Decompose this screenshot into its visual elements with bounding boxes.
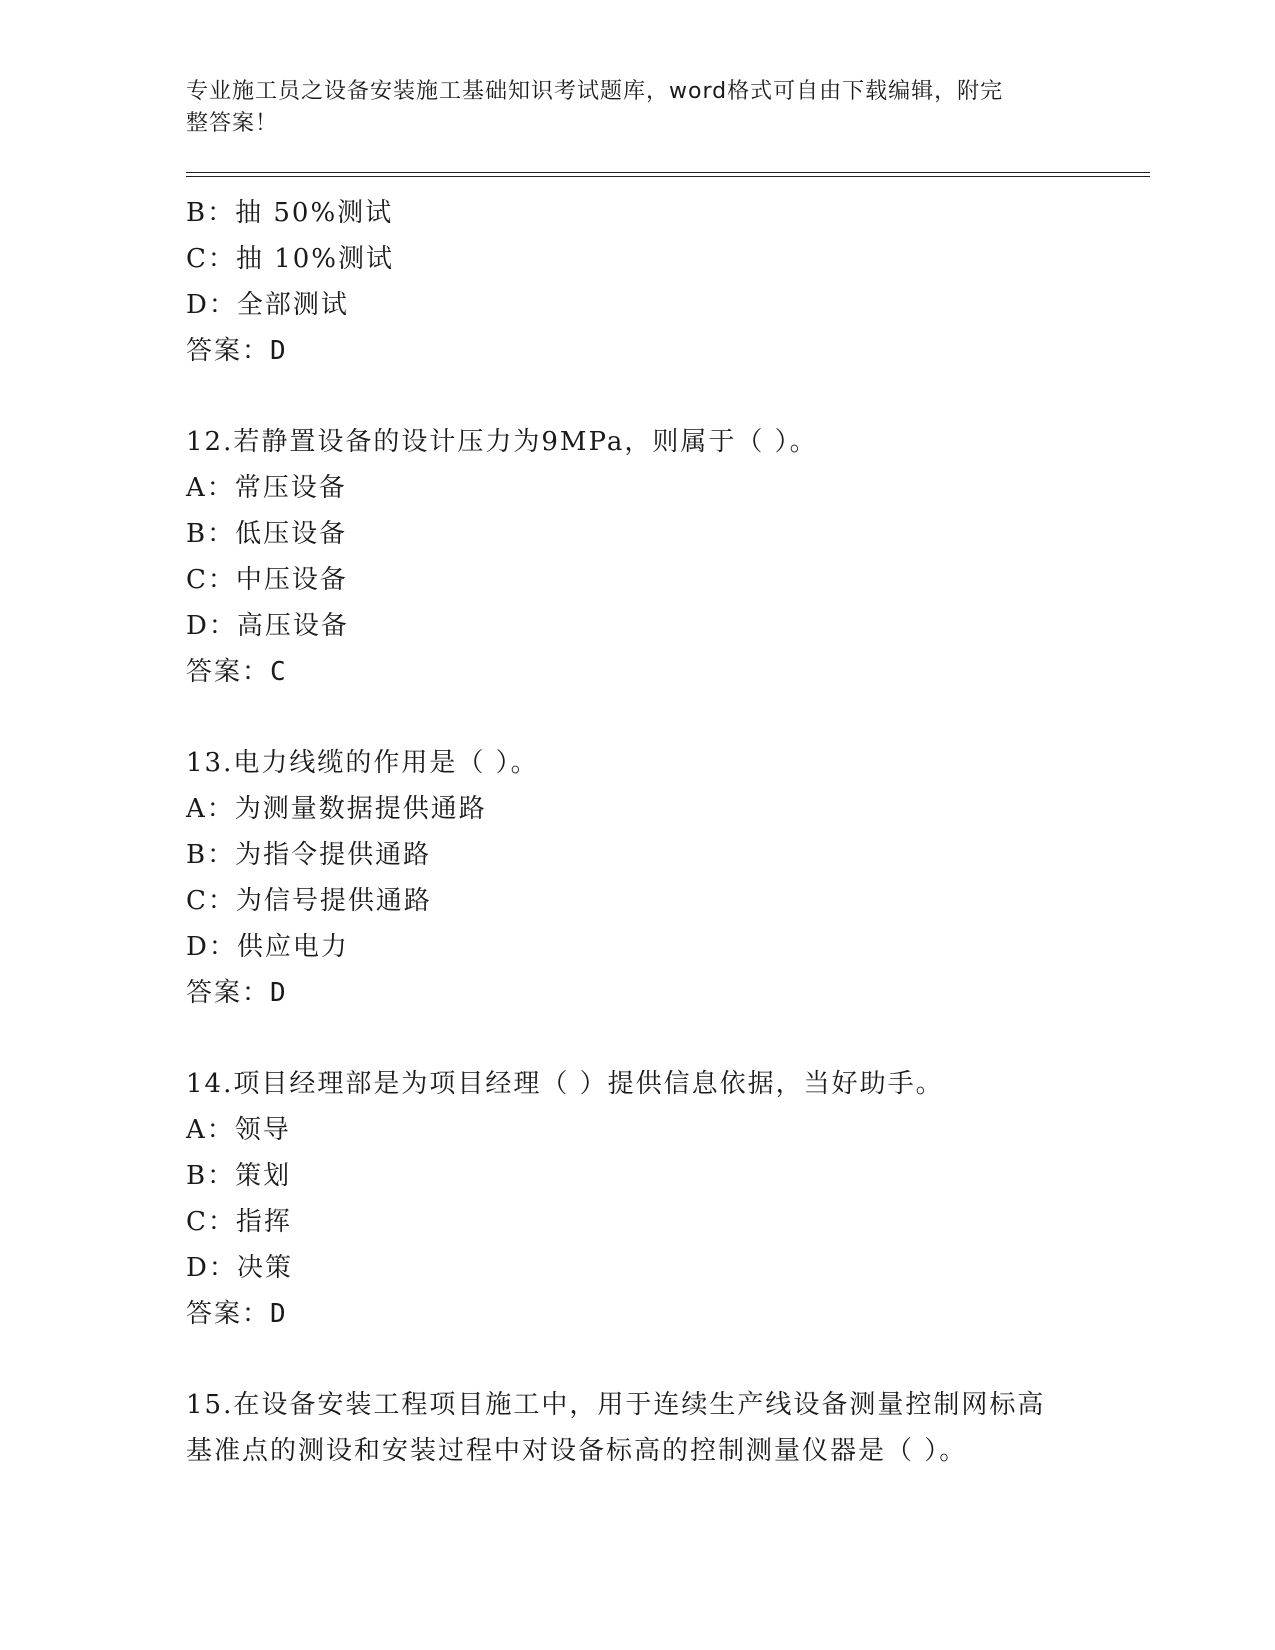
answer-line: 答案：D (186, 336, 288, 366)
option-a: A：常压设备 (186, 473, 347, 503)
option-d: D：决策 (186, 1253, 293, 1283)
question-block-15 (186, 1382, 1150, 1474)
option-a: A：领导 (186, 1115, 291, 1145)
question-stem-line-1: 15.在设备安装工程项目施工中，用于连续生产线设备测量控制网标高 (186, 1390, 1046, 1420)
option-c: C：抽 10%测试 (186, 244, 394, 274)
question-stem-line-2: 基准点的测设和安装过程中对设备标高的控制测量仪器是（ ）。 (186, 1436, 968, 1466)
option-a: A：为测量数据提供通路 (186, 794, 487, 824)
question-block-14 (186, 1061, 1150, 1337)
option-c: C：中压设备 (186, 565, 348, 595)
header-divider-top (186, 172, 1150, 173)
question-block-12 (186, 419, 1150, 695)
option-d: D：高压设备 (186, 611, 349, 641)
option-b: B：为指令提供通路 (186, 840, 432, 870)
document-header (186, 76, 1066, 140)
option-d: D：全部测试 (186, 290, 349, 320)
header-title-line-2: 整答案！ (186, 111, 279, 136)
answer-line: 答案：C (186, 657, 288, 687)
question-block-11 (186, 190, 1150, 374)
option-b: B：策划 (186, 1161, 292, 1191)
answer-line: 答案：D (186, 978, 288, 1008)
option-b: B：抽 50%测试 (186, 198, 394, 228)
question-stem: 12.若静置设备的设计压力为9MPa，则属于（ ）。 (186, 427, 818, 457)
question-list (186, 190, 1150, 1474)
header-title-line-1: 专业施工员之设备安装施工基础知识考试题库，word格式可自由下载编辑，附完 (186, 79, 1004, 104)
option-c: C：为信号提供通路 (186, 886, 432, 916)
question-stem: 13.电力线缆的作用是（ ）。 (186, 748, 539, 778)
option-c: C：指挥 (186, 1207, 292, 1237)
header-divider-bottom (186, 176, 1150, 177)
option-d: D：供应电力 (186, 932, 349, 962)
answer-line: 答案：D (186, 1299, 288, 1329)
question-block-13 (186, 740, 1150, 1016)
option-b: B：低压设备 (186, 519, 348, 549)
question-stem: 14.项目经理部是为项目经理（ ）提供信息依据，当好助手。 (186, 1069, 944, 1099)
